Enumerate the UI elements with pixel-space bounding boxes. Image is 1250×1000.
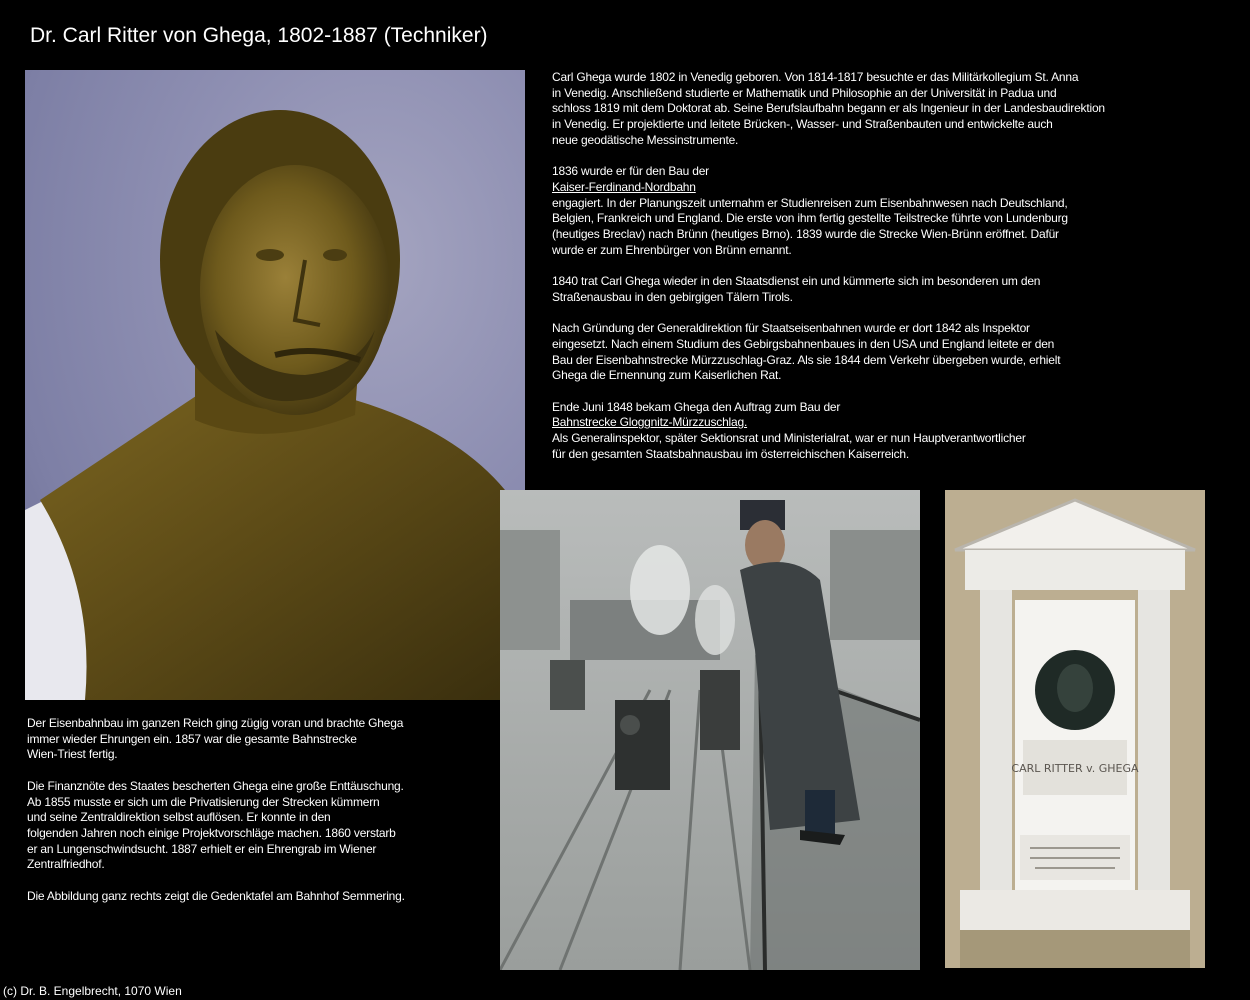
lower-paragraph-1: Der Eisenbahnbau im ganzen Reich ging zügig voran und brachte Ghega immer wieder Ehrungen ein. 1857 war die gesamte Bahnstrecke Wien-Triest fertig. bbox=[27, 716, 404, 762]
link-bahnstrecke-gloggnitz-muerzzuschlag[interactable]: Bahnstrecke Gloggnitz-Mürzzuschlag. bbox=[552, 415, 748, 430]
lower-paragraph-3: Die Abbildung ganz rechts zeigt die Gedenktafel am Bahnhof Semmering. bbox=[27, 888, 405, 903]
copyright-footer: (c) Dr. B. Engelbrecht, 1070 Wien bbox=[3, 984, 182, 998]
bio-paragraph-2: 1836 wurde er für den Bau der Kaiser-Ferdinand-Nordbahn engagiert. In der Planungszeit unternahm er Studienreisen zum Eisenbahnwesen nach Deutschland, Belgien, Frankreich und England. Die erste von ihm fertig gestellte Teilstrecke führte von Lundenburg (heutiges Breclav) nach Brünn (heutiges Brno). 1839 wurde die Strecke Wien-Brünn eröffnet. Dafür wurde er zum Ehrenbürger von Brünn ernannt. bbox=[552, 164, 1232, 258]
bust-photo bbox=[25, 70, 525, 700]
lower-paragraph-2: Die Finanznöte des Staates bescherten Ghega eine große Enttäuschung. Ab 1855 musste er sich um die Privatisierung der Strecken kümmern und seine Zentraldirektion selbst auflösen. Er konnte in den folgenden Jahren noch einige Projektvorschläge machen. 1860 verstarb er an Lungenschwindsucht. 1887 erhielt er ein Ehrengrab im Wiener Zentralfriedhof. bbox=[27, 778, 404, 872]
bio-paragraph-4: Nach Gründung der Generaldirektion für Staatseisenbahnen wurde er dort 1842 als Inspektor eingesetzt. Nach einem Studium des Gebirgsbahnenbaues in den USA und England leitete er den Bau der Eisenbahnstrecke Mürzzuschlag-Graz. Als sie 1844 dem Verkehr übergeben wurde, erhielt Ghega die Ernennung zum Kaiserlichen Rat. bbox=[552, 321, 1061, 383]
biography-main-text bbox=[552, 70, 1232, 478]
plaque-inscription: CARL RITTER v. GHEGA bbox=[1011, 762, 1139, 775]
biography-lower-text bbox=[27, 716, 467, 920]
bio-paragraph-5: Ende Juni 1848 bekam Ghega den Auftrag zum Bau der Bahnstrecke Gloggnitz-Mürzzuschlag. Als Generalinspektor, später Sektionsrat und Ministerialrat, war er nun Hauptverantwortlicher für den gesamten Staatsbahnausbau im österreichischen Kaiserreich. bbox=[552, 400, 1232, 463]
railway-painting bbox=[500, 490, 920, 970]
page-title: Dr. Carl Ritter von Ghega, 1802-1887 (Techniker) bbox=[30, 24, 488, 47]
bio-paragraph-1: Carl Ghega wurde 1802 in Venedig geboren. Von 1814-1817 besuchte er das Militärkollegium St. Anna in Venedig. Anschließend studierte er Mathematik und Philosophie an der Universität in Padua und schloss 1819 mit dem Doktorat ab. Seine Berufslaufbahn begann er als Ingenieur in der Landesbaudirektion in Venedig. Er projektierte und leitete Brücken-, Wasser- und Straßenbauten und entwickelte auch neue geodätische Messinstrumente. bbox=[552, 70, 1105, 147]
bio-paragraph-3: 1840 trat Carl Ghega wieder in den Staatsdienst ein und kümmerte sich im besonderen um den Straßenausbau in den gebirgigen Tälern Tirols. bbox=[552, 274, 1041, 304]
link-kaiser-ferdinand-nordbahn[interactable]: Kaiser-Ferdinand-Nordbahn bbox=[552, 179, 696, 194]
memorial-plaque-photo bbox=[945, 490, 1205, 968]
